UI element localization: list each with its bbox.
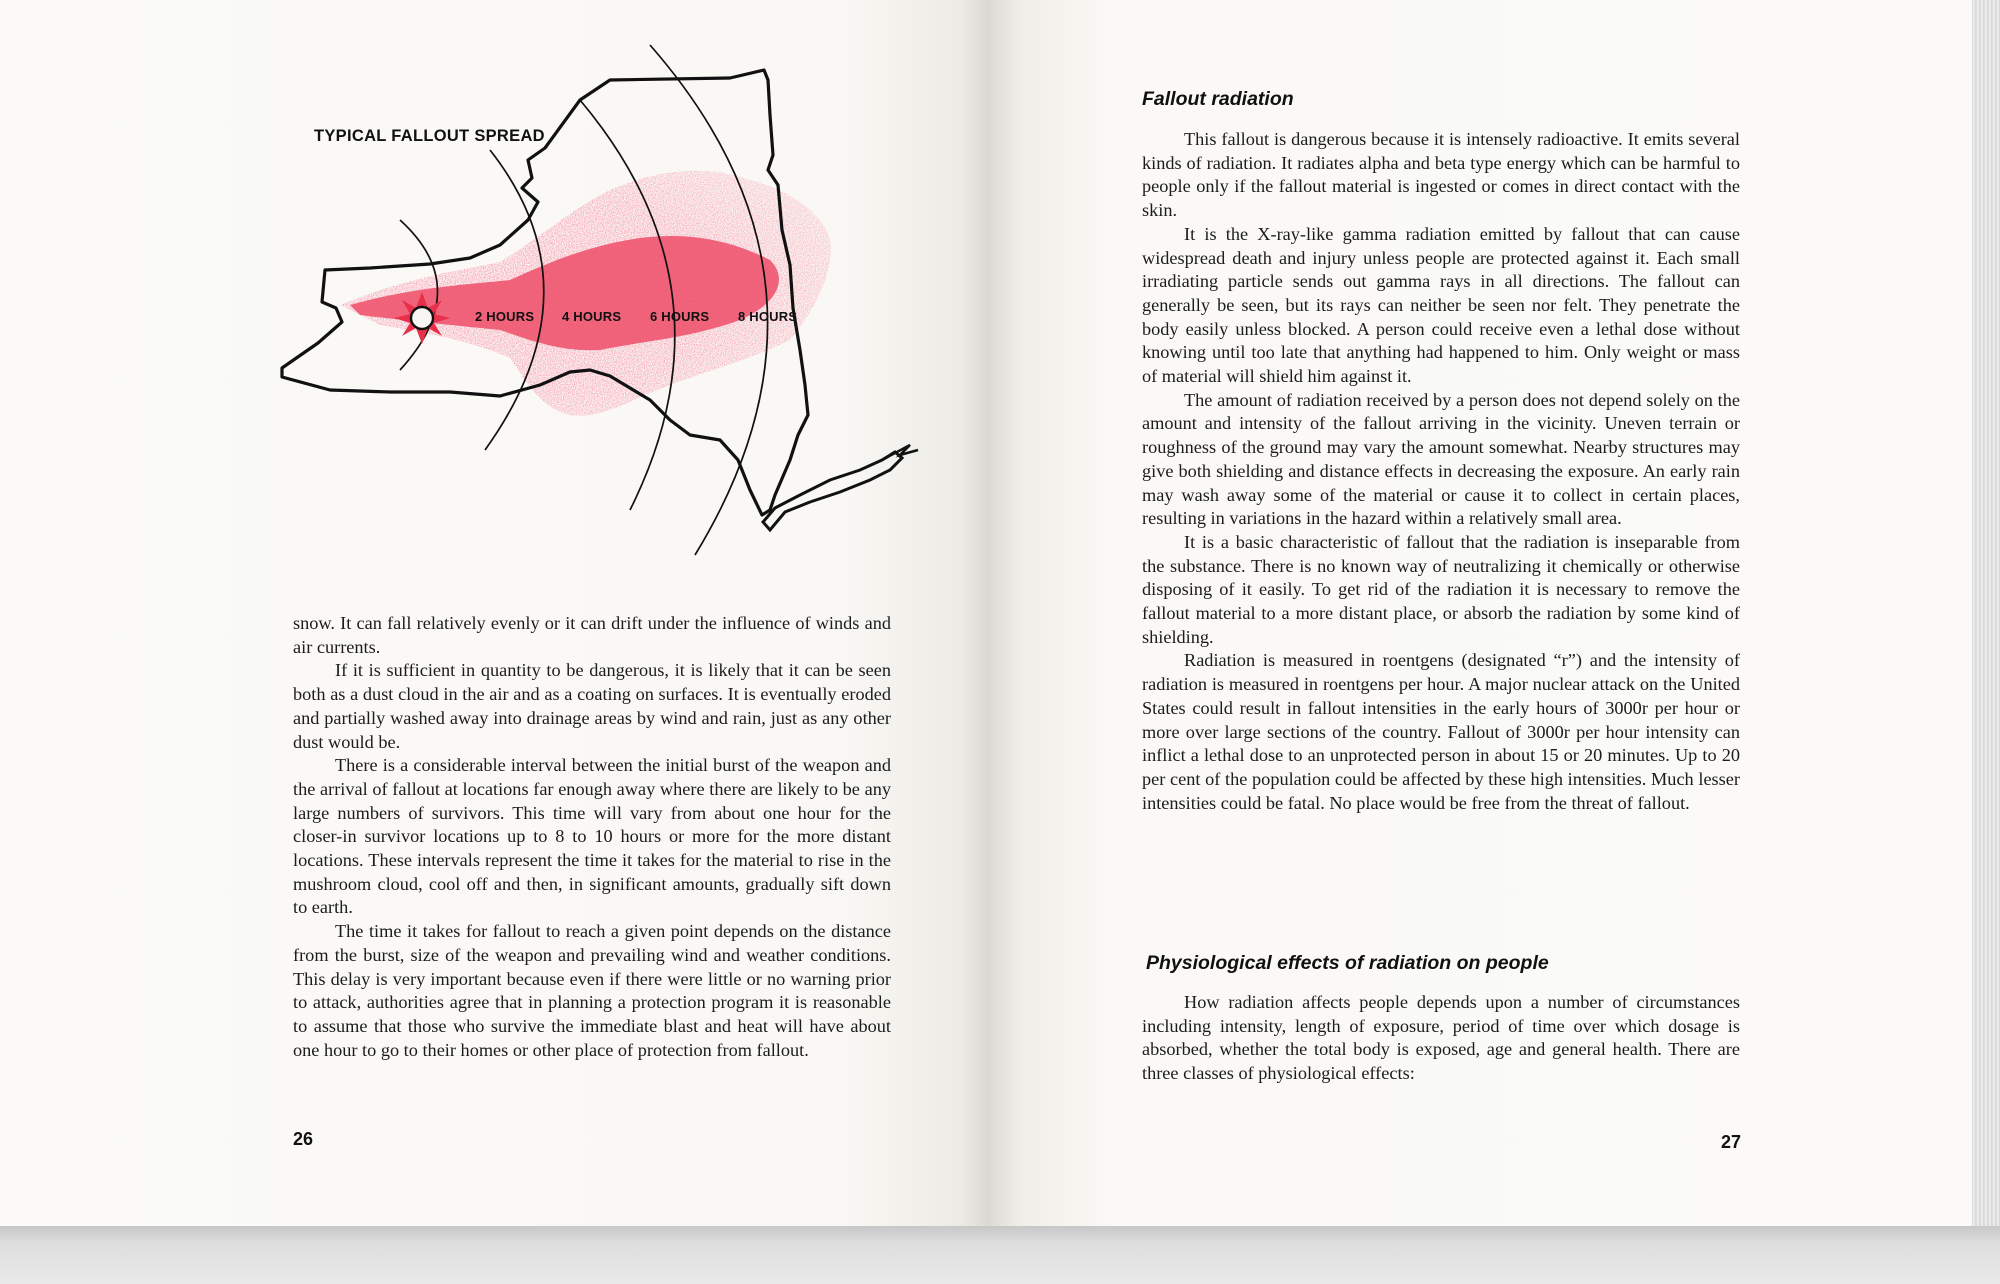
label-2-hours: 2 HOURS <box>475 309 535 324</box>
burst-ring <box>411 307 433 329</box>
paragraph: snow. It can fall relatively evenly or it can drift under the influence of winds and air currents. <box>293 613 891 657</box>
label-8-hours: 8 HOURS <box>738 309 798 324</box>
page-number-right: 27 <box>1721 1132 1742 1152</box>
scanner-shadow <box>0 1226 2000 1284</box>
paragraph: There is a considerable interval between the initial burst of the weapon and the arrival of fallout at locations far enough away where there are likely to be any large numbers of survivors. This time will vary from about one hour for the closer-in survivor locations up to 8 to 10 hours or more for the more distant locations. These intervals represent the time it takes for the material to rise in the mushroom cloud, cool off and then, in significant amounts, gradually sift down to earth. <box>293 755 891 918</box>
paragraph: It is the X-ray-like gamma radiation emitted by fallout that can cause widespread death and injury unless people are protected against it. Each small irradiating particle sends out gamma rays in all directions. The fallout can generally be seen, but its rays can neither be seen nor felt. They penetrate the body easily unless blocked. A person could receive even a lethal dose without knowing until too late that anything had happened to him. Only weight or mass of material will shield him against it. <box>1142 223 1740 387</box>
label-6-hours: 6 HOURS <box>650 309 710 324</box>
paragraph: The time it takes for fallout to reach a given point depends on the distance from the burst, size of the weapon and prevailing wind and weather conditions. This delay is very important because even if there were little or no warning prior to attack, authorities agree that in planning a protection program it is reasonable to assume that those who survive the immediate blast and heat will have about one hour to go to their homes or other place of protection from fallout. <box>293 921 891 1060</box>
figure-title: TYPICAL FALLOUT SPREAD <box>314 127 545 145</box>
section-heading-physiological-effects: Physiological effects of radiation on people <box>1146 952 1549 974</box>
fallout-map-figure <box>270 40 930 560</box>
paragraph: Radiation is measured in roentgens (designated “r”) and the intensity of radiation is measured in roentgens per hour. A major nuclear attack on the United States could result in fallout intensities in the early hours of 3000r per hour or more over large sections of the country. Fallout of 3000r per hour intensity can inflict a lethal dose to an unprotected person in about 15 or 20 minutes. Up to 20 per cent of the population could be affected by these high intensities. Much lesser intensities could be fatal. No place would be free from the threat of fallout. <box>1142 650 1740 813</box>
left-body-text <box>293 612 891 1062</box>
long-island <box>763 452 902 530</box>
paragraph: It is a basic characteristic of fallout that the radiation is inseparable from the substance. There is no known way of neutralizing it chemically or otherwise disposing of it easily. To get rid of the radiation it is necessary to remove the fallout material to a more distant place, or absorb the radiation by some kind of shielding. <box>1142 531 1740 647</box>
section-heading-fallout-radiation: Fallout radiation <box>1142 88 1294 110</box>
right-body-text <box>1142 128 1740 815</box>
page-edges <box>1972 0 2000 1284</box>
paragraph: The amount of radiation received by a person does not depend solely on the amount and intensity of the fallout arriving in the vicinity. Uneven terrain or roughness of the ground may vary the amount somewhat. Nearby structures may give both shielding and distance effects in decreasing the exposure. An early rain may wash away some of the material or cause it to collect in certain places, resulting in variations in the hazard within a relatively small area. <box>1142 389 1740 529</box>
paragraph: How radiation affects people depends upon a number of circumstances including intensity, length of exposure, period of time over which dosage is absorbed, whether the total body is exposed, age and general health. There are three classes of physiological effects: <box>1142 992 1740 1084</box>
page-number-left: 26 <box>293 1129 314 1149</box>
paragraph: If it is sufficient in quantity to be dangerous, it is likely that it can be seen both as a dust cloud in the air and as a coating on surfaces. It is eventually eroded and partially washed away into drainage areas by wind and rain, just as any other dust would be. <box>293 660 891 752</box>
label-4-hours: 4 HOURS <box>562 309 622 324</box>
right-body-text-2 <box>1142 991 1740 1086</box>
paragraph: This fallout is dangerous because it is intensely radioactive. It emits several kinds of radiation. It radiates alpha and beta type energy which can be harmful to people only if the fallout material is ingested or comes in direct contact with the skin. <box>1142 129 1740 221</box>
